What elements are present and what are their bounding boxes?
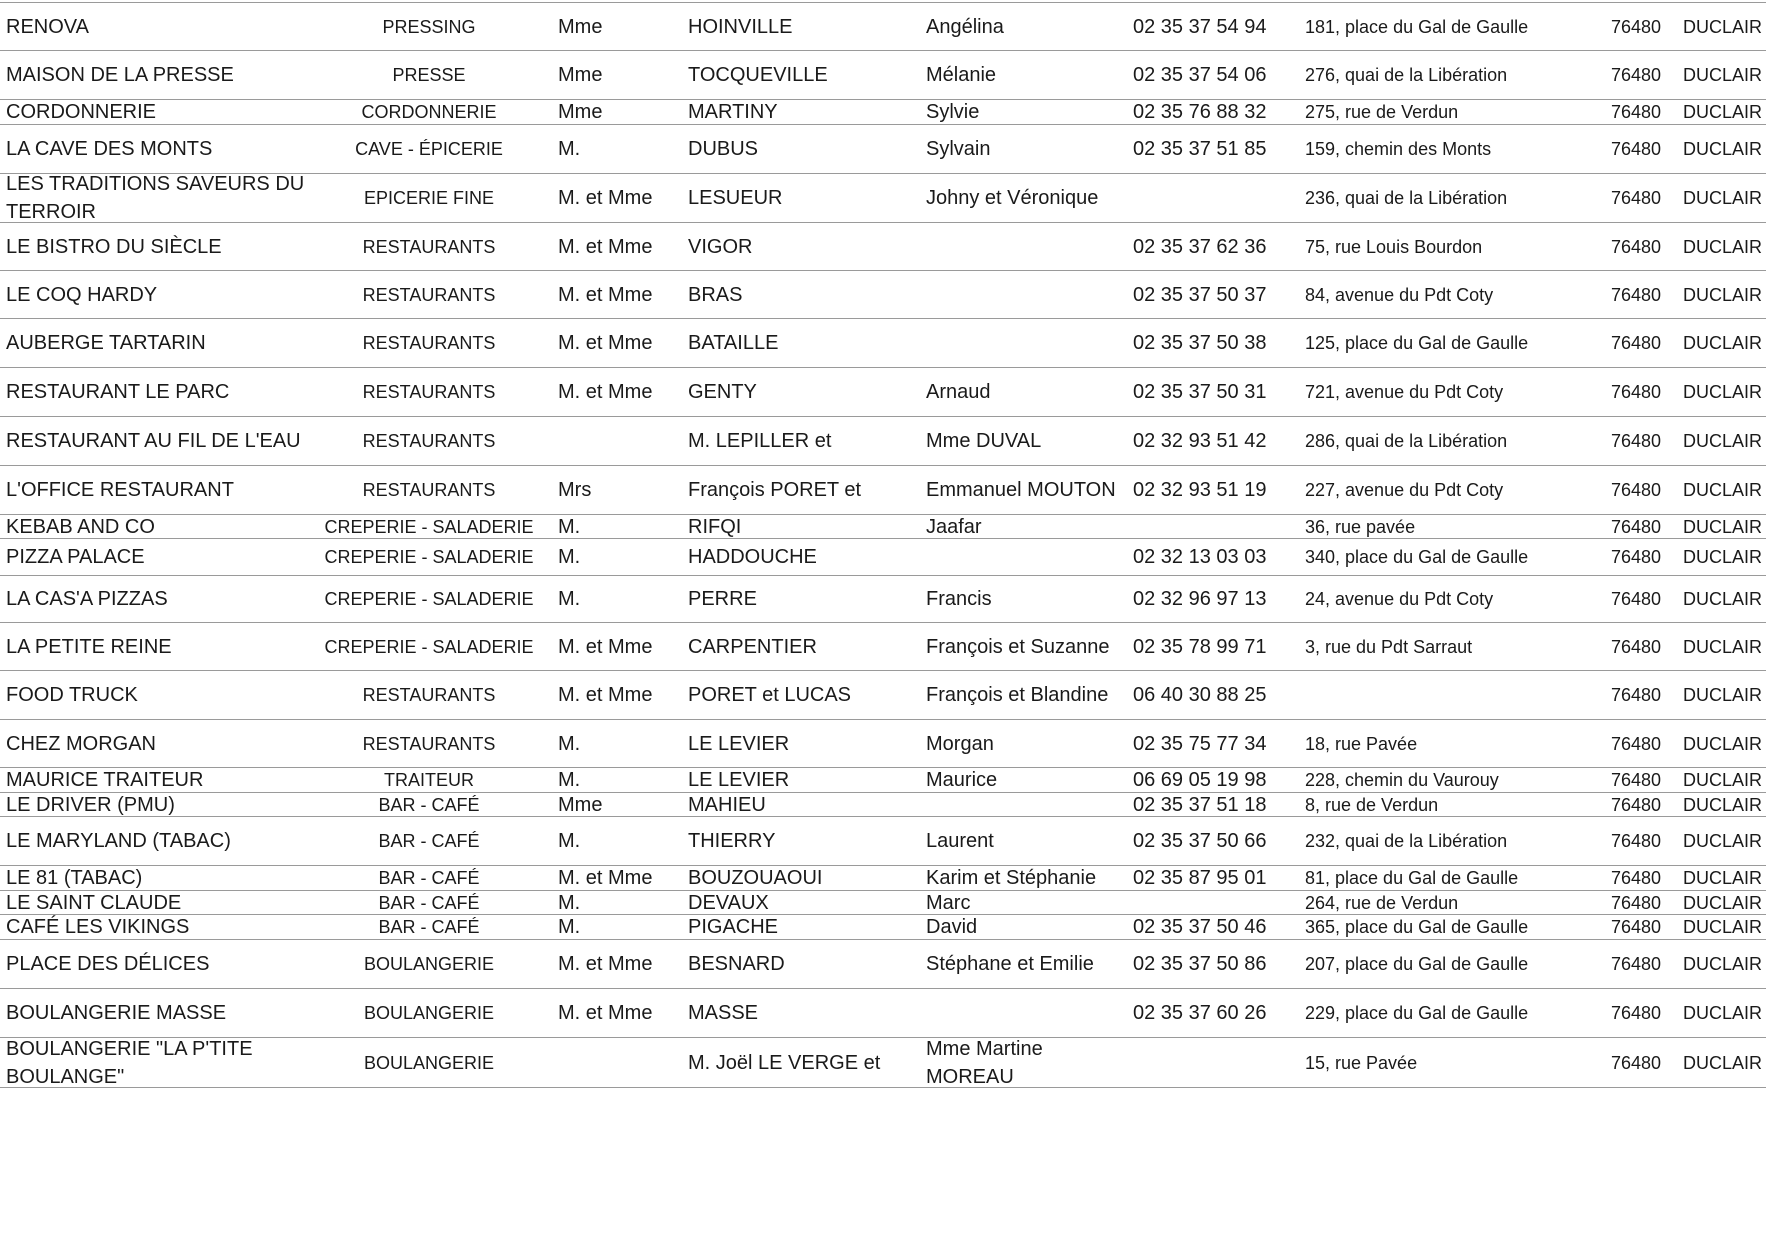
- cell-category: TRAITEUR: [384, 770, 474, 790]
- cell-phone: 02 32 93 51 42: [1133, 430, 1267, 452]
- cell-phone: 02 35 37 54 06: [1133, 64, 1267, 86]
- table-row: [0, 515, 1766, 539]
- cell-civility: M. et Mme: [558, 332, 653, 354]
- cell-surname: MAHIEU: [688, 793, 766, 816]
- cell-postcode: 76480: [1610, 892, 1661, 913]
- cell-civility: Mme: [558, 101, 603, 123]
- cell-postcode: 76480: [1610, 65, 1661, 85]
- cell-civility: M. et Mme: [558, 867, 653, 889]
- cell-postcode: 76480: [1610, 516, 1661, 537]
- cell-address: 181, place du Gal de Gaulle: [1305, 16, 1529, 37]
- cell-address: 125, place du Gal de Gaulle: [1305, 333, 1529, 353]
- table-row: [0, 940, 1766, 989]
- cell-city: DUCLAIR: [1682, 1052, 1762, 1073]
- cell-civility: M.: [558, 588, 581, 610]
- cell-postcode: 76480: [1610, 954, 1661, 974]
- cell-surname: GENTY: [688, 381, 757, 403]
- cell-surname: LE LEVIER: [688, 732, 790, 755]
- cell-phone: 02 35 76 88 32: [1133, 101, 1267, 123]
- cell-address: 159, chemin des Monts: [1305, 139, 1492, 159]
- table-body: [0, 3, 1766, 1088]
- cell-postcode: 76480: [1610, 1052, 1661, 1073]
- table-row: [0, 271, 1766, 319]
- cell-address: 228, chemin du Vaurouy: [1305, 770, 1499, 790]
- cell-surname: DUBUS: [688, 138, 759, 160]
- cell-city: DUCLAIR: [1682, 284, 1762, 305]
- cell-business-name: KEBAB AND CO: [6, 515, 155, 538]
- cell-firstname: Arnaud: [926, 381, 991, 403]
- cell-postcode: 76480: [1610, 382, 1661, 402]
- cell-firstname: Emmanuel MOUTON: [926, 479, 1116, 501]
- cell-business-name: CORDONNERIE: [6, 101, 157, 123]
- cell-city: DUCLAIR: [1682, 516, 1762, 537]
- cell-business-name: AUBERGE TARTARIN: [6, 332, 206, 354]
- cell-surname: HADDOUCHE: [688, 546, 817, 568]
- cell-firstname: Mme DUVAL: [926, 430, 1042, 452]
- cell-category: CREPERIE - SALADERIE: [324, 516, 534, 537]
- cell-address: 276, quai de la Libération: [1305, 65, 1508, 85]
- cell-city: DUCLAIR: [1682, 65, 1762, 85]
- cell-category: EPICERIE FINE: [363, 188, 495, 208]
- cell-business-name: BOULANGERIE "LA P'TITE BOULANGE": [6, 1037, 253, 1088]
- cell-category: CREPERIE - SALADERIE: [324, 547, 534, 567]
- cell-phone: 02 35 37 50 37: [1133, 283, 1267, 306]
- cell-postcode: 76480: [1610, 770, 1661, 790]
- cell-firstname: Mélanie: [926, 64, 997, 86]
- cell-civility: M.: [558, 830, 581, 852]
- cell-civility: M.: [558, 138, 581, 160]
- cell-address: 227, avenue du Pdt Coty: [1305, 480, 1504, 500]
- table-row: [0, 539, 1766, 576]
- cell-phone: 02 35 37 50 86: [1133, 953, 1267, 975]
- cell-surname: PIGACHE: [688, 916, 779, 938]
- cell-city: DUCLAIR: [1682, 16, 1762, 37]
- table-row: [0, 623, 1766, 671]
- cell-business-name: MAISON DE LA PRESSE: [6, 64, 234, 86]
- cell-firstname: Francis: [926, 588, 992, 610]
- cell-address: 264, rue de Verdun: [1305, 892, 1459, 913]
- cell-city: DUCLAIR: [1682, 892, 1762, 913]
- cell-firstname: Morgan: [926, 732, 994, 755]
- cell-address: 232, quai de la Libération: [1305, 831, 1508, 851]
- table-row: [0, 223, 1766, 271]
- cell-phone: 02 35 37 50 46: [1133, 916, 1267, 938]
- cell-category: BOULANGERIE: [363, 1003, 495, 1023]
- cell-category: PRESSE: [392, 65, 466, 85]
- table-row: [0, 466, 1766, 515]
- cell-business-name: LE SAINT CLAUDE: [6, 891, 182, 914]
- cell-address: 236, quai de la Libération: [1305, 188, 1508, 208]
- cell-category: CAVE - ÉPICERIE: [355, 139, 503, 159]
- cell-surname: RIFQI: [688, 515, 742, 538]
- cell-address: 229, place du Gal de Gaulle: [1305, 1003, 1529, 1023]
- table-row: [0, 989, 1766, 1038]
- cell-firstname: David: [926, 916, 978, 938]
- cell-category: RESTAURANTS: [362, 333, 496, 353]
- cell-civility: M.: [558, 732, 581, 755]
- cell-phone: 06 40 30 88 25: [1133, 684, 1267, 706]
- cell-postcode: 76480: [1610, 188, 1661, 208]
- cell-surname: BATAILLE: [688, 332, 779, 354]
- cell-surname: M. LEPILLER et: [688, 430, 832, 452]
- cell-firstname: Maurice: [926, 769, 998, 791]
- cell-city: DUCLAIR: [1682, 831, 1762, 851]
- cell-phone: 02 35 37 50 38: [1133, 332, 1267, 354]
- cell-firstname: Sylvie: [926, 101, 980, 123]
- cell-city: DUCLAIR: [1682, 636, 1762, 657]
- cell-address: 81, place du Gal de Gaulle: [1305, 868, 1519, 888]
- cell-city: DUCLAIR: [1682, 868, 1762, 888]
- cell-business-name: PIZZA PALACE: [6, 546, 145, 568]
- cell-city: DUCLAIR: [1682, 139, 1762, 159]
- table-row: [0, 576, 1766, 623]
- table-row: [0, 817, 1766, 866]
- cell-business-name: LES TRADITIONS SAVEURS DU TERROIR: [6, 173, 305, 223]
- cell-firstname: Karim et Stéphanie: [926, 867, 1097, 889]
- cell-postcode: 76480: [1610, 733, 1661, 754]
- cell-business-name: CAFÉ LES VIKINGS: [6, 916, 190, 938]
- cell-address: 36, rue pavée: [1305, 516, 1416, 537]
- cell-postcode: 76480: [1610, 16, 1661, 37]
- cell-address: 24, avenue du Pdt Coty: [1305, 589, 1494, 609]
- cell-postcode: 76480: [1610, 917, 1661, 937]
- table-row: [0, 768, 1766, 793]
- cell-phone: 02 35 75 77 34: [1133, 732, 1267, 755]
- cell-postcode: 76480: [1610, 547, 1661, 567]
- cell-firstname: Stéphane et Emilie: [926, 953, 1094, 975]
- cell-category: CORDONNERIE: [361, 102, 497, 122]
- cell-phone: 02 32 13 03 03: [1133, 546, 1267, 568]
- cell-business-name: MAURICE TRAITEUR: [6, 769, 204, 791]
- cell-postcode: 76480: [1610, 102, 1661, 122]
- cell-city: DUCLAIR: [1682, 770, 1762, 790]
- cell-business-name: FOOD TRUCK: [6, 684, 138, 706]
- cell-business-name: CHEZ MORGAN: [6, 732, 156, 755]
- cell-surname: François PORET et: [688, 479, 862, 501]
- table-row: [0, 174, 1766, 223]
- cell-business-name: RENOVA: [6, 15, 89, 38]
- table-row: [0, 3, 1766, 51]
- cell-civility: M.: [558, 769, 581, 791]
- cell-postcode: 76480: [1610, 236, 1661, 257]
- cell-address: 75, rue Louis Bourdon: [1305, 236, 1483, 257]
- cell-surname: BESNARD: [688, 953, 785, 975]
- cell-category: BAR - CAFÉ: [378, 794, 480, 815]
- cell-civility: M. et Mme: [558, 953, 653, 975]
- cell-surname: THIERRY: [688, 830, 776, 852]
- cell-postcode: 76480: [1610, 333, 1661, 353]
- cell-address: 84, avenue du Pdt Coty: [1305, 284, 1494, 305]
- cell-address: 340, place du Gal de Gaulle: [1305, 547, 1529, 567]
- cell-firstname: Jaafar: [926, 515, 982, 538]
- cell-firstname: François et Suzanne: [926, 635, 1110, 658]
- cell-phone: 02 35 37 51 18: [1133, 793, 1267, 816]
- cell-civility: M.: [558, 546, 581, 568]
- cell-business-name: PLACE DES DÉLICES: [6, 953, 210, 975]
- cell-category: RESTAURANTS: [362, 382, 496, 402]
- cell-business-name: RESTAURANT AU FIL DE L'EAU: [6, 430, 301, 452]
- cell-postcode: 76480: [1610, 589, 1661, 609]
- cell-civility: Mme: [558, 793, 603, 816]
- cell-business-name: BOULANGERIE MASSE: [6, 1002, 227, 1024]
- cell-address: 3, rue du Pdt Sarraut: [1305, 636, 1473, 657]
- cell-address: 275, rue de Verdun: [1305, 102, 1459, 122]
- cell-civility: M.: [558, 916, 581, 938]
- cell-business-name: LE DRIVER (PMU): [6, 793, 175, 816]
- cell-civility: Mme: [558, 64, 603, 86]
- cell-category: BOULANGERIE: [363, 1052, 495, 1073]
- cell-address: 286, quai de la Libération: [1305, 431, 1508, 451]
- cell-surname: TOCQUEVILLE: [688, 64, 828, 86]
- cell-business-name: LE MARYLAND (TABAC): [6, 830, 231, 852]
- cell-civility: M. et Mme: [558, 187, 653, 209]
- cell-category: RESTAURANTS: [362, 431, 496, 451]
- cell-city: DUCLAIR: [1682, 794, 1762, 815]
- cell-category: BAR - CAFÉ: [378, 831, 480, 851]
- table-row: [0, 1038, 1766, 1088]
- cell-civility: Mme: [558, 15, 603, 38]
- cell-category: BAR - CAFÉ: [378, 917, 480, 937]
- cell-city: DUCLAIR: [1682, 1003, 1762, 1023]
- cell-postcode: 76480: [1610, 431, 1661, 451]
- cell-business-name: LE BISTRO DU SIÈCLE: [6, 235, 222, 258]
- table-row: [0, 125, 1766, 174]
- cell-firstname: Sylvain: [926, 138, 991, 160]
- cell-category: RESTAURANTS: [362, 284, 496, 305]
- cell-category: RESTAURANTS: [362, 236, 496, 257]
- table-row: [0, 793, 1766, 817]
- cell-firstname: Johny et Véronique: [926, 187, 1099, 209]
- cell-city: DUCLAIR: [1682, 589, 1762, 609]
- cell-civility: M. et Mme: [558, 283, 653, 306]
- table-row: [0, 891, 1766, 915]
- cell-surname: MARTINY: [688, 101, 778, 123]
- cell-surname: M. Joël LE VERGE et: [688, 1051, 881, 1074]
- cell-business-name: L'OFFICE RESTAURANT: [6, 479, 234, 501]
- merchant-table: [0, 2, 1766, 1088]
- cell-postcode: 76480: [1610, 685, 1661, 705]
- cell-business-name: LE COQ HARDY: [6, 283, 158, 306]
- cell-phone: 02 35 37 51 85: [1133, 138, 1267, 160]
- cell-surname: BOUZOUAOUI: [688, 867, 823, 889]
- cell-phone: 02 35 37 60 26: [1133, 1002, 1267, 1024]
- cell-phone: 02 32 96 97 13: [1133, 588, 1267, 610]
- cell-city: DUCLAIR: [1682, 685, 1762, 705]
- cell-city: DUCLAIR: [1682, 431, 1762, 451]
- cell-civility: Mrs: [558, 479, 592, 501]
- cell-city: DUCLAIR: [1682, 954, 1762, 974]
- table-row: [0, 319, 1766, 368]
- cell-civility: M. et Mme: [558, 635, 653, 658]
- cell-category: BAR - CAFÉ: [378, 868, 480, 888]
- cell-phone: 02 35 87 95 01: [1133, 867, 1267, 889]
- cell-civility: M.: [558, 515, 581, 538]
- cell-phone: 02 35 78 99 71: [1133, 635, 1267, 658]
- cell-postcode: 76480: [1610, 284, 1661, 305]
- cell-civility: M. et Mme: [558, 235, 653, 258]
- cell-business-name: LE 81 (TABAC): [6, 867, 143, 889]
- cell-civility: M.: [558, 891, 581, 914]
- cell-surname: PORET et LUCAS: [688, 684, 852, 706]
- cell-surname: PERRE: [688, 588, 757, 610]
- cell-firstname: Mme Martine MOREAU: [926, 1037, 1043, 1088]
- cell-phone: 06 69 05 19 98: [1133, 769, 1267, 791]
- cell-address: 15, rue Pavée: [1305, 1052, 1418, 1073]
- cell-postcode: 76480: [1610, 831, 1661, 851]
- cell-postcode: 76480: [1610, 636, 1661, 657]
- cell-city: DUCLAIR: [1682, 236, 1762, 257]
- cell-category: BAR - CAFÉ: [378, 892, 480, 913]
- cell-city: DUCLAIR: [1682, 188, 1762, 208]
- cell-civility: M. et Mme: [558, 381, 653, 403]
- cell-surname: CARPENTIER: [688, 635, 817, 658]
- cell-address: 8, rue de Verdun: [1305, 794, 1439, 815]
- cell-business-name: LA PETITE REINE: [6, 635, 172, 658]
- table-row: [0, 720, 1766, 768]
- cell-business-name: LA CAVE DES MONTS: [6, 138, 213, 160]
- cell-firstname: Laurent: [926, 830, 994, 852]
- cell-category: BOULANGERIE: [363, 954, 495, 974]
- cell-surname: HOINVILLE: [688, 15, 793, 38]
- cell-category: RESTAURANTS: [362, 685, 496, 705]
- table-row: [0, 100, 1766, 125]
- cell-surname: BRAS: [688, 283, 743, 306]
- cell-postcode: 76480: [1610, 1003, 1661, 1023]
- cell-city: DUCLAIR: [1682, 480, 1762, 500]
- cell-address: 207, place du Gal de Gaulle: [1305, 954, 1529, 974]
- cell-category: RESTAURANTS: [362, 733, 496, 754]
- cell-city: DUCLAIR: [1682, 382, 1762, 402]
- cell-surname: VIGOR: [688, 235, 753, 258]
- cell-phone: 02 35 37 54 94: [1133, 15, 1267, 38]
- cell-category: CREPERIE - SALADERIE: [324, 636, 534, 657]
- cell-city: DUCLAIR: [1682, 733, 1762, 754]
- cell-phone: 02 35 37 62 36: [1133, 235, 1267, 258]
- cell-phone: 02 35 37 50 66: [1133, 830, 1267, 852]
- cell-city: DUCLAIR: [1682, 547, 1762, 567]
- cell-civility: M. et Mme: [558, 1002, 653, 1024]
- cell-postcode: 76480: [1610, 794, 1661, 815]
- cell-civility: M. et Mme: [558, 684, 653, 706]
- cell-firstname: Marc: [926, 891, 971, 914]
- cell-city: DUCLAIR: [1682, 333, 1762, 353]
- table-row: [0, 417, 1766, 466]
- cell-postcode: 76480: [1610, 868, 1661, 888]
- cell-business-name: RESTAURANT LE PARC: [6, 381, 230, 403]
- table-row: [0, 368, 1766, 417]
- cell-surname: LESUEUR: [688, 187, 783, 209]
- cell-address: 18, rue Pavée: [1305, 733, 1418, 754]
- cell-phone: 02 32 93 51 19: [1133, 479, 1267, 501]
- table-row: [0, 915, 1766, 940]
- cell-category: CREPERIE - SALADERIE: [324, 589, 534, 609]
- cell-surname: MASSE: [688, 1002, 759, 1024]
- cell-address: 365, place du Gal de Gaulle: [1305, 917, 1529, 937]
- cell-business-name: LA CAS'A PIZZAS: [6, 588, 168, 610]
- cell-postcode: 76480: [1610, 139, 1661, 159]
- cell-phone: 02 35 37 50 31: [1133, 381, 1267, 403]
- cell-city: DUCLAIR: [1682, 102, 1762, 122]
- cell-surname: DEVAUX: [688, 891, 769, 914]
- cell-firstname: Angélina: [926, 15, 1004, 38]
- cell-category: PRESSING: [382, 16, 476, 37]
- cell-address: 721, avenue du Pdt Coty: [1305, 382, 1504, 402]
- cell-city: DUCLAIR: [1682, 917, 1762, 937]
- cell-firstname: François et Blandine: [926, 684, 1109, 706]
- cell-surname: LE LEVIER: [688, 769, 790, 791]
- cell-category: RESTAURANTS: [362, 480, 496, 500]
- table-row: [0, 866, 1766, 891]
- table-row: [0, 51, 1766, 100]
- cell-postcode: 76480: [1610, 480, 1661, 500]
- table-row: [0, 671, 1766, 720]
